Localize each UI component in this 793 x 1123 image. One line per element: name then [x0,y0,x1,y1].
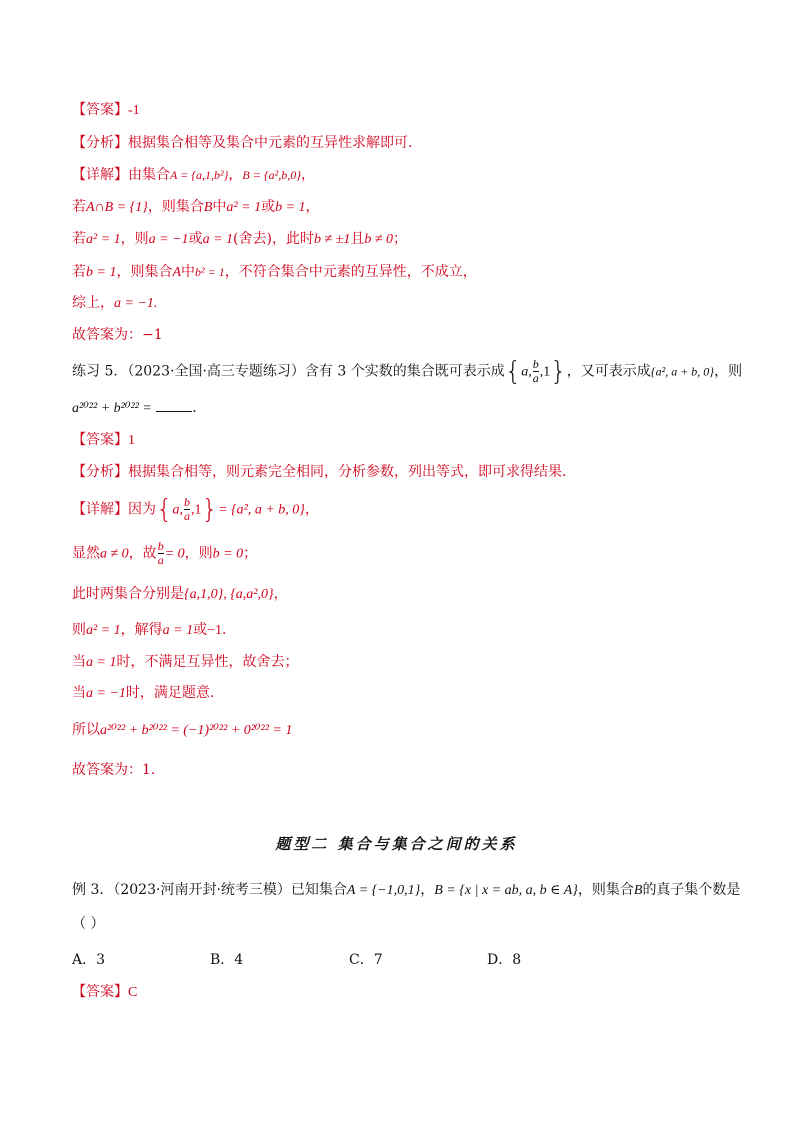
analysis-text: 根据集合相等及集合中元素的互异性求解即可. [128,135,413,151]
math-expr: a = −1 [148,232,189,247]
question-text: ，则集合 [577,882,634,898]
text: ，则 [184,545,213,562]
text: 当 [72,685,86,701]
math-expr: a²⁰²² + b²⁰²² = [72,401,152,416]
question-text: 已知集合 [290,882,347,898]
detail-tag: 【详解】 [72,167,128,183]
option-d[interactable]: D．8 [487,952,522,968]
exercise-5-question-cont [72,398,206,419]
option-b[interactable]: B．4 [210,952,244,968]
text: ， [304,501,319,518]
math-expr: a, [521,364,532,380]
text: 时，不满足互异性，故舍去； [116,654,299,670]
question-label: 例 3． [72,882,114,898]
analysis-tag: 【分析】 [72,135,128,151]
detail-line-e6 [72,683,214,704]
detail-tag: 【详解】 [72,501,128,518]
detail-line-e5 [72,652,298,673]
final-answer-line [72,325,163,345]
math-expr: a = −1. [114,296,158,311]
text: 中 [181,264,196,280]
detail-line-1 [72,165,315,185]
text: ； [243,545,258,562]
text: 此时两集合分别是 [72,586,184,602]
text: ，则集合 [116,264,173,280]
final-answer-text: 故答案为：1. [72,762,156,778]
math-set-a: A = {a,1,b²} [170,168,229,182]
detail-line-5 [72,293,157,314]
fraction [184,496,190,523]
separator: ， [228,167,243,183]
math-expr: a = 1 [162,623,194,638]
math-var: B [203,200,213,215]
text: (舍去)，此时 [233,231,314,247]
fraction-numerator: b [184,495,191,509]
text: 若 [72,199,86,215]
fraction-denominator: a [184,509,191,523]
text: ， [305,199,320,215]
text: ，故 [128,545,157,562]
detail-line-e7 [72,720,292,741]
math-expr: a²⁰²² + b²⁰²² = (−1)²⁰²² + 0²⁰²² = 1 [100,723,293,738]
punct: ． [192,400,207,416]
question-source: （2023·全国·高三专题练习） [127,363,305,380]
analysis-line-1 [72,133,412,153]
math-expr: ,1 [191,502,202,518]
math-expr: = {a², a + b, 0} [218,502,305,518]
text: ，不符合集合中元素的互异性，不成立， [224,264,477,280]
detail-line-e2 [72,540,257,567]
answer-tag: 【答案】 [72,984,128,1000]
fraction-numerator: b [532,357,539,371]
text: ，则集合 [147,199,204,215]
math-expr: −1 [207,623,223,638]
math-expr: a² = 1 [86,232,121,247]
text: ，解得 [120,622,163,638]
math-expr: b = 1 [86,265,117,280]
option-c[interactable]: C．7 [349,952,383,968]
question-text: 含有 3 个实数的集合既可表示成 [304,363,505,380]
math-expr: A∩B = {1} [86,200,148,215]
section-heading: 题型二 集合与集合之间的关系 [275,835,518,853]
math-expr: b ≠ 0 [364,232,394,247]
text: 则 [72,622,86,638]
text: 或 [193,622,208,638]
math-expr: {a², a + b, 0} [650,364,715,379]
math-expr: {a,1,0}, {a,a²,0} [184,587,274,602]
text: 所以 [72,722,100,738]
detail-line-2 [72,197,320,218]
text: 中 [212,199,227,215]
answer-value: 1 [128,433,135,448]
math-set-b: B = {a²,b,0} [242,168,302,182]
detail-line-3 [72,229,407,250]
left-brace-icon: { [156,494,173,525]
answer-value: -1 [128,103,140,118]
math-expr: a = 1 [202,232,234,247]
text: 若 [72,231,86,247]
answer-paren: （ ） [72,916,105,932]
math-expr: b = 0 [212,546,244,562]
detail-line-e3 [72,584,288,605]
math-expr: a = −1 [86,686,126,701]
detail-line-4 [72,262,477,283]
answer-tag: 【答案】 [72,102,128,118]
example-3-question [72,880,740,901]
punct: ， [301,167,316,183]
text: 若 [72,264,86,280]
analysis-line-2 [72,462,566,482]
question-text: ， [420,882,435,898]
math-var: A [172,265,182,280]
math-expr: a² = 1 [86,623,121,638]
text: 显然 [72,545,100,562]
math-expr: a² = 1 [226,200,262,215]
math-expr: ,1 [539,364,551,380]
option-a[interactable]: A．3 [72,952,106,968]
analysis-text: 根据集合相等，则元素完全相同，分析参数，列出等式，即可求得结果. [128,464,567,480]
exercise-5-question [72,358,742,385]
fraction [533,358,539,385]
answer-blank[interactable] [156,399,192,412]
math-expr: b² = 1 [195,265,225,279]
question-text: 的真子集个数是 [642,882,741,898]
detail-line-e4 [72,620,226,641]
math-expr: a, [172,502,184,518]
math-expr: a = 1 [86,655,117,670]
right-brace-icon: } [550,356,567,387]
question-text: ，则 [714,363,743,380]
math-expr: b ≠ ±1 [313,232,351,247]
answer-line-1 [72,100,140,121]
final-answer-text: 故答案为：−1 [72,327,163,343]
math-set-a: A = {−1,0,1} [346,883,421,898]
text: 或 [261,199,276,215]
question-text: ，又可表示成 [566,363,651,380]
text: ； [393,231,408,247]
fraction-denominator: a [532,371,539,385]
final-answer-line-2 [72,760,155,780]
fraction-denominator: a [157,553,164,567]
math-expr: a ≠ 0 [100,546,129,562]
text: 当 [72,654,86,670]
text: 时，满足题意. [125,685,215,701]
detail-line-e1 [72,496,319,523]
answer-value: C [128,985,138,1000]
answer-line-2 [72,430,135,451]
math-expr: = 0 [164,546,185,562]
text: 或 [188,231,203,247]
text: ，则 [120,231,149,247]
left-brace-icon: { [504,356,522,387]
math-set-b: B = {x | x = ab, a, b ∈ A} [434,883,578,898]
text: 综上， [72,295,114,311]
detail-text: 由集合 [128,167,170,183]
fraction [158,540,164,567]
question-source: （2023·河南开封·统考三模） [113,882,291,898]
answer-tag: 【答案】 [72,432,128,448]
right-brace-icon: } [201,494,219,525]
analysis-tag: 【分析】 [72,464,128,480]
answer-line-3 [72,982,137,1003]
text: . [222,622,227,638]
math-expr: b = 1 [275,200,306,215]
text: 因为 [128,501,156,518]
fraction-numerator: b [157,539,164,553]
text: 且 [350,231,365,247]
question-label: 练习 5． [72,363,128,380]
math-var: B [633,883,643,898]
text: ， [273,586,288,602]
